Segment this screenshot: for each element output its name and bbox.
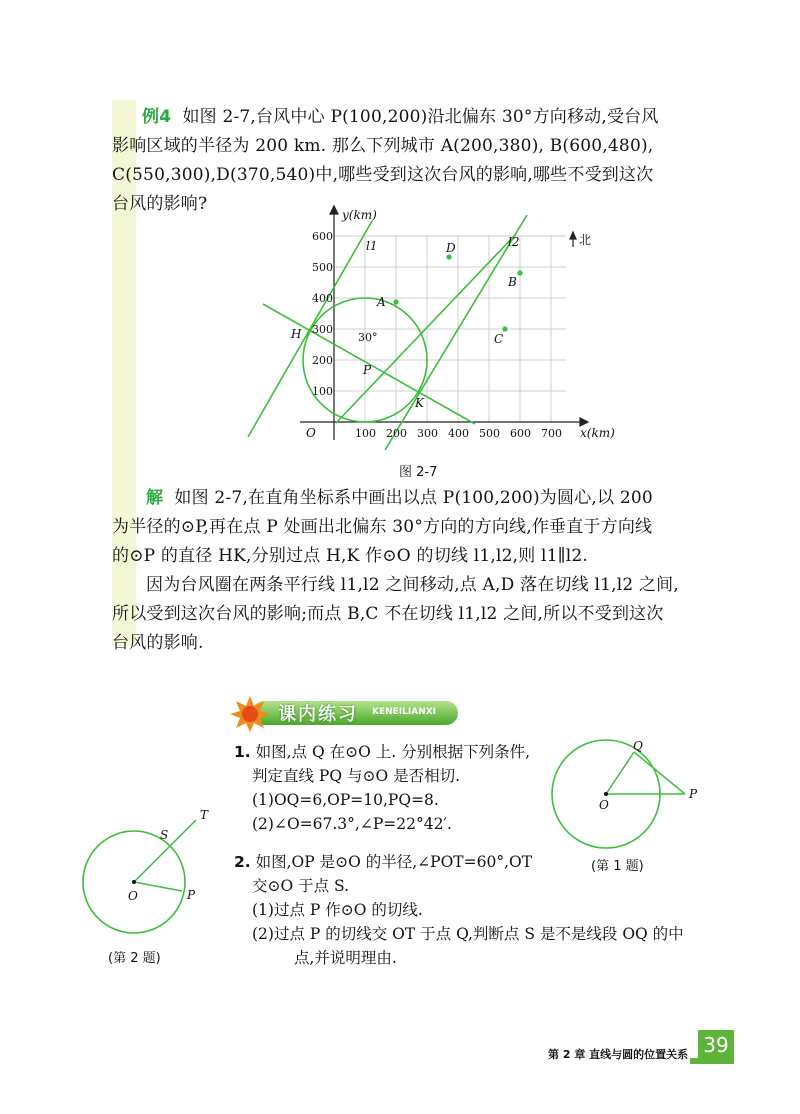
fig2-label-T: T (200, 808, 209, 822)
label-B: B (508, 275, 517, 289)
figure-caption: 图 2-7 (399, 465, 438, 480)
example-label: 例4 (142, 107, 172, 127)
label-C: C (494, 332, 504, 346)
figure-labels (290, 208, 615, 440)
x-tick: 200 (386, 427, 407, 440)
fig1-label-Q: Q (633, 739, 643, 753)
label-A: A (377, 295, 386, 309)
point-C (502, 326, 507, 331)
exercise-number: 2. (234, 853, 251, 871)
figure-2-7 (240, 200, 630, 450)
label-P: P (363, 363, 372, 377)
chapter-footer: 第 2 章 直线与圆的位置关系 (548, 1048, 689, 1061)
exercise-1-item-1: (1)OQ=6,OP=10,PQ=8. (252, 791, 439, 809)
example-line-4: 台风的影响? (112, 194, 208, 214)
x-tick: 600 (510, 427, 531, 440)
label-D: D (446, 241, 456, 255)
grid (334, 236, 566, 422)
label-K: K (415, 396, 424, 410)
exercise-2: 2. 如图,OP 是⊙O 的半径,∠POT=60°,OT 交⊙O 于点 S. (1)过点 P 作⊙O 的切线. (2)过点 P 的切线交 OT 于点 Q,判断点 S 是不是线段 OQ 的中 点,并说明理由. (234, 850, 704, 970)
fig2-label-S: S (160, 828, 169, 842)
starburst-icon (230, 695, 270, 733)
exercise-1-line-2: 判定直线 PQ 与⊙O 是否相切. (252, 767, 461, 785)
y-tick: 300 (312, 323, 333, 336)
solution (112, 484, 702, 658)
y-tick: 200 (312, 354, 333, 367)
x-tick: 400 (448, 427, 469, 440)
point-D (446, 254, 451, 259)
x-tick: 100 (355, 427, 376, 440)
solution-line-2: 为半径的⊙P,再在点 P 处画出北偏东 30°方向的方向线,作垂直于方向线 (112, 517, 653, 537)
x-tick: 700 (541, 427, 562, 440)
label-l1: l1 (366, 239, 378, 253)
example-line-3: C(550,300),D(370,540)中,哪些受到这次台风的影响,哪些不受到这次 (112, 165, 654, 185)
fig1-label-P: P (689, 787, 698, 801)
point-B (517, 270, 522, 275)
y-axis-label: y(km) (342, 208, 377, 222)
x-axis-label: x(km) (580, 426, 615, 440)
exercise-1: 1. 如图,点 Q 在⊙O 上. 分别根据下列条件, 判定直线 PQ 与⊙O 是否相切. (1)OQ=6,OP=10,PQ=8. (2)∠O=67.3°,∠P=22°42′. (234, 740, 554, 836)
exercise-2-line-2: 交⊙O 于点 S. (252, 877, 350, 895)
fig2-caption: (第 2 题) (108, 951, 161, 966)
footer-bar (690, 1058, 734, 1064)
example-line-1: 例4 如图 2-7,台风中心 P(100,200)沿北偏东 30°方向移动,受台风 (142, 107, 659, 127)
practice-subtitle: KENEILIANXI (372, 707, 437, 717)
label-l2: l2 (508, 235, 520, 249)
tangent-l2 (385, 215, 527, 450)
y-tick: 400 (312, 292, 333, 305)
solution-line-6: 台风的影响. (112, 633, 204, 653)
label-H: H (291, 327, 302, 341)
fig2-label-P: P (187, 888, 196, 902)
solution-label: 解 (146, 488, 164, 508)
x-tick: 500 (479, 427, 500, 440)
practice-banner (230, 695, 460, 729)
y-tick: 500 (312, 261, 333, 274)
exercise-number: 1. (234, 743, 251, 761)
exercise-1-item-2: (2)∠O=67.3°,∠P=22°42′. (252, 815, 452, 833)
solution-line-4: 因为台风圈在两条平行线 l1,l2 之间移动,点 A,D 落在切线 l1,l2 之间, (146, 575, 679, 595)
practice-title: 课内练习 (278, 704, 358, 725)
page-number: 39 (698, 1030, 734, 1060)
fig1-label-O: O (599, 798, 609, 812)
y-tick: 100 (312, 385, 333, 398)
fig2-label-O: O (128, 889, 138, 903)
solution-line-5: 所以受到这次台风的影响;而点 B,C 不在切线 l1,l2 之间,所以不受到这次 (112, 604, 664, 624)
y-tick: 600 (312, 230, 333, 243)
point-A (393, 299, 398, 304)
axes (300, 206, 588, 440)
typhoon-lines (248, 215, 527, 450)
fig1-caption: (第 1 题) (591, 859, 644, 874)
exercise-2-item-1: (1)过点 P 作⊙O 的切线. (252, 901, 423, 919)
exercise-2-item-2: (2)过点 P 的切线交 OT 于点 Q,判断点 S 是不是线段 OQ 的中 (252, 925, 684, 943)
solution-line-3: 的⊙P 的直径 HK,分别过点 H,K 作⊙O 的切线 l1,l2,则 l1∥l2. (112, 546, 589, 566)
origin-label: O (306, 426, 316, 440)
angle-label: 30° (358, 331, 378, 344)
solution-line-1: 解 如图 2-7,在直角坐标系中画出以点 P(100,200)为圆心,以 200 (146, 488, 653, 508)
north-label: 北 (579, 233, 592, 247)
exercise-2-item-2b: 点,并说明理由. (294, 949, 397, 967)
figure-exercise-2 (78, 800, 228, 935)
x-tick: 300 (417, 427, 438, 440)
example-line-2: 影响区域的半径为 200 km. 那么下列城市 A(200,380), B(600,480), (112, 136, 654, 156)
